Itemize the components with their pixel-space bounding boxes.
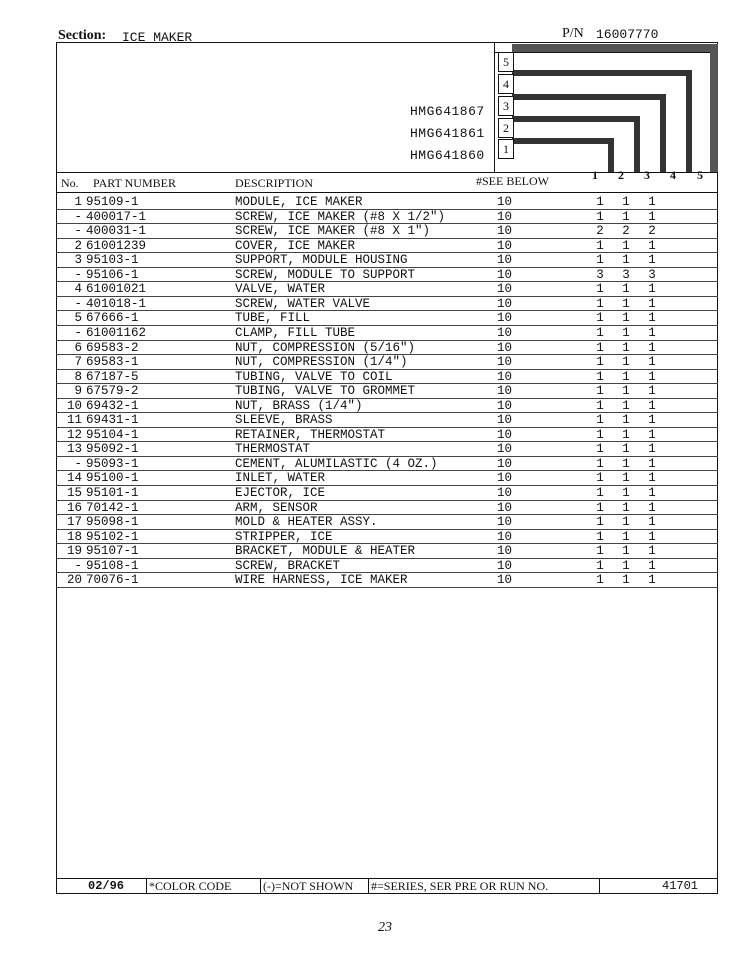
row-part-number: 69432-1 — [86, 398, 139, 413]
row-see-below: 10 — [497, 398, 513, 413]
row-see-below: 10 — [497, 515, 513, 530]
row-qty-3: 1 — [648, 355, 656, 370]
row-qty-2: 1 — [622, 311, 630, 326]
row-qty-1: 1 — [596, 558, 604, 573]
row-part-number: 61001239 — [86, 238, 147, 253]
row-qty-1: 1 — [596, 471, 604, 486]
row-part-number: 69431-1 — [86, 413, 139, 428]
row-see-below: 10 — [497, 209, 513, 224]
table-row — [56, 457, 718, 472]
row-qty-3: 1 — [648, 442, 656, 457]
row-qty-1: 1 — [596, 253, 604, 268]
row-part-number: 61001162 — [86, 325, 147, 340]
row-part-number: 400017-1 — [86, 209, 147, 224]
row-see-below: 10 — [497, 296, 513, 311]
row-qty-2: 1 — [622, 340, 630, 355]
footer-not-shown: (-)=NOT SHOWN — [263, 879, 354, 893]
row-qty-2: 1 — [622, 529, 630, 544]
table-row — [56, 341, 718, 356]
row-qty-2: 1 — [622, 238, 630, 253]
row-qty-3: 1 — [648, 486, 656, 500]
section-label: Section: — [58, 28, 107, 43]
row-qty-3: 1 — [648, 413, 656, 428]
row-description: BRACKET, MODULE & HEATER — [235, 544, 416, 559]
row-qty-3: 1 — [648, 529, 656, 544]
footer-color-code: *COLOR CODE — [149, 879, 232, 893]
table-row — [56, 501, 718, 516]
table-row — [56, 559, 718, 574]
col-header-q3: 3 — [644, 168, 650, 182]
row-description: TUBING, VALVE TO GROMMET — [235, 384, 416, 399]
row-description: MOLD & HEATER ASSY. — [235, 515, 378, 530]
model-box-left-rule — [494, 42, 495, 173]
row-qty-3: 1 — [648, 515, 656, 530]
row-qty-1: 1 — [596, 442, 604, 457]
model-box-2: 2 — [498, 118, 514, 138]
row-part-number: 95093-1 — [86, 456, 139, 471]
row-part-number: 95103-1 — [86, 253, 139, 268]
row-qty-1: 1 — [596, 209, 604, 224]
section-value: ICE MAKER — [122, 30, 193, 45]
row-qty-3: 1 — [648, 544, 656, 559]
row-item-no: 6 — [74, 340, 82, 355]
row-qty-2: 1 — [622, 369, 630, 384]
table-row — [56, 471, 718, 486]
row-qty-2: 1 — [622, 355, 630, 370]
footer-divider-2 — [260, 879, 261, 894]
row-description: SCREW, BRACKET — [235, 558, 341, 573]
row-qty-1: 1 — [596, 427, 604, 442]
row-part-number: 401018-1 — [86, 296, 147, 311]
row-qty-3: 3 — [648, 267, 656, 282]
row-qty-1: 1 — [596, 238, 604, 253]
row-qty-1: 1 — [596, 544, 604, 559]
row-qty-2: 1 — [622, 427, 630, 442]
row-description: STRIPPER, ICE — [235, 529, 333, 544]
row-see-below: 10 — [497, 413, 513, 428]
row-see-below: 10 — [497, 456, 513, 471]
row-item-no: - — [74, 209, 82, 224]
footer-date: 02/96 — [88, 879, 125, 893]
row-qty-3: 1 — [648, 325, 656, 340]
col-header-no: No. — [61, 176, 79, 190]
row-qty-2: 1 — [622, 253, 630, 268]
row-see-below: 10 — [497, 355, 513, 370]
row-qty-1: 1 — [596, 486, 604, 500]
row-qty-1: 1 — [596, 369, 604, 384]
row-qty-3: 1 — [648, 500, 656, 515]
row-description: EJECTOR, ICE — [235, 486, 326, 500]
row-part-number: 95100-1 — [86, 471, 139, 486]
row-description: CEMENT, ALUMILASTIC (4 OZ.) — [235, 456, 438, 471]
row-part-number: 400031-1 — [86, 224, 147, 239]
row-part-number: 95108-1 — [86, 558, 139, 573]
table-row — [56, 282, 718, 297]
row-see-below: 10 — [497, 253, 513, 268]
table-row — [56, 253, 718, 268]
model-box-1: 1 — [498, 139, 514, 159]
model-number-2: HMG641861 — [410, 126, 485, 141]
row-description: SUPPORT, MODULE HOUSING — [235, 253, 408, 268]
row-qty-2: 1 — [622, 398, 630, 413]
row-qty-3: 1 — [648, 398, 656, 413]
col-header-see-below: #SEE BELOW — [476, 174, 549, 188]
row-qty-2: 1 — [622, 296, 630, 311]
row-item-no: 20 — [66, 573, 82, 588]
column-header-bottom-rule — [56, 192, 718, 193]
row-description: SCREW, ICE MAKER (#8 X 1") — [235, 224, 431, 239]
row-description: ARM, SENSOR — [235, 500, 318, 515]
row-qty-1: 1 — [596, 413, 604, 428]
row-see-below: 10 — [497, 340, 513, 355]
model-box-5: 5 — [498, 52, 514, 72]
table-row — [56, 370, 718, 385]
row-qty-1: 1 — [596, 515, 604, 530]
row-item-no: 12 — [66, 427, 82, 442]
col-header-q4: 4 — [670, 168, 676, 182]
model-box-3: 3 — [498, 96, 514, 116]
table-row — [56, 297, 718, 312]
row-see-below: 10 — [497, 384, 513, 399]
row-part-number: 95102-1 — [86, 529, 139, 544]
row-item-no: 5 — [74, 311, 82, 326]
row-see-below: 10 — [497, 558, 513, 573]
table-row — [56, 311, 718, 326]
table-row — [56, 268, 718, 283]
col-header-q1: 1 — [592, 168, 598, 182]
row-part-number: 69583-2 — [86, 340, 139, 355]
model-number-1: HMG641860 — [410, 148, 485, 163]
table-row — [56, 515, 718, 530]
row-qty-3: 1 — [648, 471, 656, 486]
row-item-no: 18 — [66, 529, 82, 544]
row-description: NUT, COMPRESSION (5/16") — [235, 340, 416, 355]
row-part-number: 70142-1 — [86, 500, 139, 515]
row-qty-3: 1 — [648, 311, 656, 326]
row-qty-1: 1 — [596, 398, 604, 413]
table-row — [56, 355, 718, 370]
row-see-below: 10 — [497, 369, 513, 384]
row-description: CLAMP, FILL TUBE — [235, 325, 356, 340]
row-qty-1: 1 — [596, 500, 604, 515]
row-item-no: - — [74, 296, 82, 311]
row-item-no: - — [74, 267, 82, 282]
row-qty-1: 2 — [596, 224, 604, 239]
table-row — [56, 384, 718, 399]
row-see-below: 10 — [497, 311, 513, 326]
row-qty-1: 1 — [596, 573, 604, 588]
row-item-no: 17 — [66, 515, 82, 530]
row-item-no: 9 — [74, 384, 82, 399]
row-description: INLET, WATER — [235, 471, 326, 486]
row-description: VALVE, WATER — [235, 282, 326, 297]
row-item-no: - — [74, 325, 82, 340]
col-header-description: DESCRIPTION — [235, 176, 314, 190]
row-qty-3: 1 — [648, 340, 656, 355]
row-qty-2: 1 — [622, 456, 630, 471]
row-part-number: 95107-1 — [86, 544, 139, 559]
table-row — [56, 544, 718, 559]
row-qty-2: 1 — [622, 544, 630, 559]
table-row — [56, 326, 718, 341]
table-row — [56, 573, 718, 588]
row-qty-2: 1 — [622, 558, 630, 573]
row-part-number: 95109-1 — [86, 195, 139, 209]
row-qty-2: 3 — [622, 267, 630, 282]
model-stair-1 — [512, 138, 614, 172]
row-part-number: 95106-1 — [86, 267, 139, 282]
table-row — [56, 224, 718, 239]
row-qty-3: 1 — [648, 573, 656, 588]
row-part-number: 67187-5 — [86, 369, 139, 384]
table-row — [56, 399, 718, 414]
row-item-no: 16 — [66, 500, 82, 515]
row-see-below: 10 — [497, 442, 513, 457]
row-qty-1: 1 — [596, 456, 604, 471]
footer-bar — [56, 879, 718, 894]
row-see-below: 10 — [497, 486, 513, 500]
row-item-no: - — [74, 224, 82, 239]
row-qty-3: 1 — [648, 253, 656, 268]
row-qty-1: 1 — [596, 384, 604, 399]
row-item-no: 2 — [74, 238, 82, 253]
row-description: SLEEVE, BRASS — [235, 413, 333, 428]
row-item-no: - — [74, 558, 82, 573]
row-see-below: 10 — [497, 573, 513, 588]
row-item-no: 15 — [66, 486, 82, 500]
row-qty-2: 1 — [622, 486, 630, 500]
row-part-number: 70076-1 — [86, 573, 139, 588]
row-item-no: 3 — [74, 253, 82, 268]
row-item-no: 8 — [74, 369, 82, 384]
row-description: SCREW, MODULE TO SUPPORT — [235, 267, 416, 282]
pn-label: P/N — [562, 26, 584, 41]
table-row — [56, 442, 718, 457]
row-description: TUBE, FILL — [235, 311, 311, 326]
row-qty-2: 1 — [622, 515, 630, 530]
row-item-no: 13 — [66, 442, 82, 457]
row-rule — [56, 587, 718, 588]
row-description: NUT, COMPRESSION (1/4") — [235, 355, 408, 370]
row-part-number: 67666-1 — [86, 311, 139, 326]
row-qty-1: 1 — [596, 325, 604, 340]
col-header-q2: 2 — [618, 168, 624, 182]
row-description: WIRE HARNESS, ICE MAKER — [235, 573, 408, 588]
row-part-number: 95101-1 — [86, 486, 139, 500]
row-see-below: 10 — [497, 471, 513, 486]
row-qty-1: 1 — [596, 529, 604, 544]
row-qty-1: 1 — [596, 282, 604, 297]
row-qty-3: 1 — [648, 238, 656, 253]
page-number: 23 — [378, 920, 392, 935]
row-see-below: 10 — [497, 427, 513, 442]
footer-divider-1 — [146, 879, 147, 894]
row-description: RETAINER, THERMOSTAT — [235, 427, 386, 442]
table-row — [56, 239, 718, 254]
row-description: TUBING, VALVE TO COIL — [235, 369, 393, 384]
footer-divider-4 — [599, 879, 600, 894]
footer-divider-3 — [368, 879, 369, 894]
row-qty-2: 1 — [622, 209, 630, 224]
row-item-no: 10 — [66, 398, 82, 413]
row-item-no: - — [74, 456, 82, 471]
row-qty-3: 1 — [648, 558, 656, 573]
footer-series: #=SERIES, SER PRE OR RUN NO. — [371, 879, 549, 893]
row-item-no: 14 — [66, 471, 82, 486]
row-qty-3: 1 — [648, 296, 656, 311]
row-item-no: 7 — [74, 355, 82, 370]
row-qty-1: 1 — [596, 296, 604, 311]
row-item-no: 11 — [66, 413, 82, 428]
row-qty-2: 1 — [622, 573, 630, 588]
row-see-below: 10 — [497, 500, 513, 515]
row-see-below: 10 — [497, 282, 513, 297]
row-qty-1: 1 — [596, 311, 604, 326]
row-description: THERMOSTAT — [235, 442, 311, 457]
row-qty-3: 1 — [648, 427, 656, 442]
row-qty-2: 1 — [622, 500, 630, 515]
row-qty-3: 1 — [648, 456, 656, 471]
row-description: MODULE, ICE MAKER — [235, 195, 363, 209]
row-see-below: 10 — [497, 224, 513, 239]
row-see-below: 10 — [497, 544, 513, 559]
row-qty-2: 1 — [622, 384, 630, 399]
model-box-4: 4 — [498, 74, 514, 94]
row-qty-2: 1 — [622, 282, 630, 297]
row-qty-1: 1 — [596, 355, 604, 370]
row-qty-3: 1 — [648, 282, 656, 297]
table-row — [56, 428, 718, 443]
col-header-part-number: PART NUMBER — [93, 176, 176, 190]
row-see-below: 10 — [497, 195, 513, 209]
row-description: COVER, ICE MAKER — [235, 238, 356, 253]
table-row — [56, 210, 718, 225]
row-see-below: 10 — [497, 238, 513, 253]
row-description: SCREW, ICE MAKER (#8 X 1/2") — [235, 209, 446, 224]
col-header-q5: 5 — [697, 168, 703, 182]
row-part-number: 67579-2 — [86, 384, 139, 399]
row-item-no: 1 — [74, 195, 82, 209]
row-part-number: 69583-1 — [86, 355, 139, 370]
row-see-below: 10 — [497, 325, 513, 340]
row-item-no: 4 — [74, 282, 82, 297]
row-description: SCREW, WATER VALVE — [235, 296, 371, 311]
row-qty-3: 1 — [648, 384, 656, 399]
row-qty-2: 1 — [622, 325, 630, 340]
row-item-no: 19 — [66, 544, 82, 559]
pn-value: 16007770 — [596, 27, 659, 42]
table-row — [56, 413, 718, 428]
row-qty-1: 1 — [596, 195, 604, 209]
row-part-number: 95098-1 — [86, 515, 139, 530]
row-qty-3: 1 — [648, 195, 656, 209]
row-qty-3: 1 — [648, 209, 656, 224]
row-see-below: 10 — [497, 529, 513, 544]
row-qty-2: 1 — [622, 471, 630, 486]
row-qty-2: 1 — [622, 442, 630, 457]
row-description: NUT, BRASS (1/4") — [235, 398, 363, 413]
row-qty-1: 3 — [596, 267, 604, 282]
footer-doc-no: 41701 — [662, 879, 699, 893]
row-part-number: 95092-1 — [86, 442, 139, 457]
row-see-below: 10 — [497, 267, 513, 282]
row-qty-1: 1 — [596, 340, 604, 355]
row-qty-2: 2 — [622, 224, 630, 239]
row-qty-3: 1 — [648, 369, 656, 384]
row-qty-2: 1 — [622, 195, 630, 209]
row-qty-2: 1 — [622, 413, 630, 428]
table-row — [56, 486, 718, 501]
row-qty-3: 2 — [648, 224, 656, 239]
table-row — [56, 530, 718, 545]
row-part-number: 95104-1 — [86, 427, 139, 442]
model-number-3: HMG641867 — [410, 104, 485, 119]
row-part-number: 61001021 — [86, 282, 147, 297]
table-row — [56, 195, 718, 210]
